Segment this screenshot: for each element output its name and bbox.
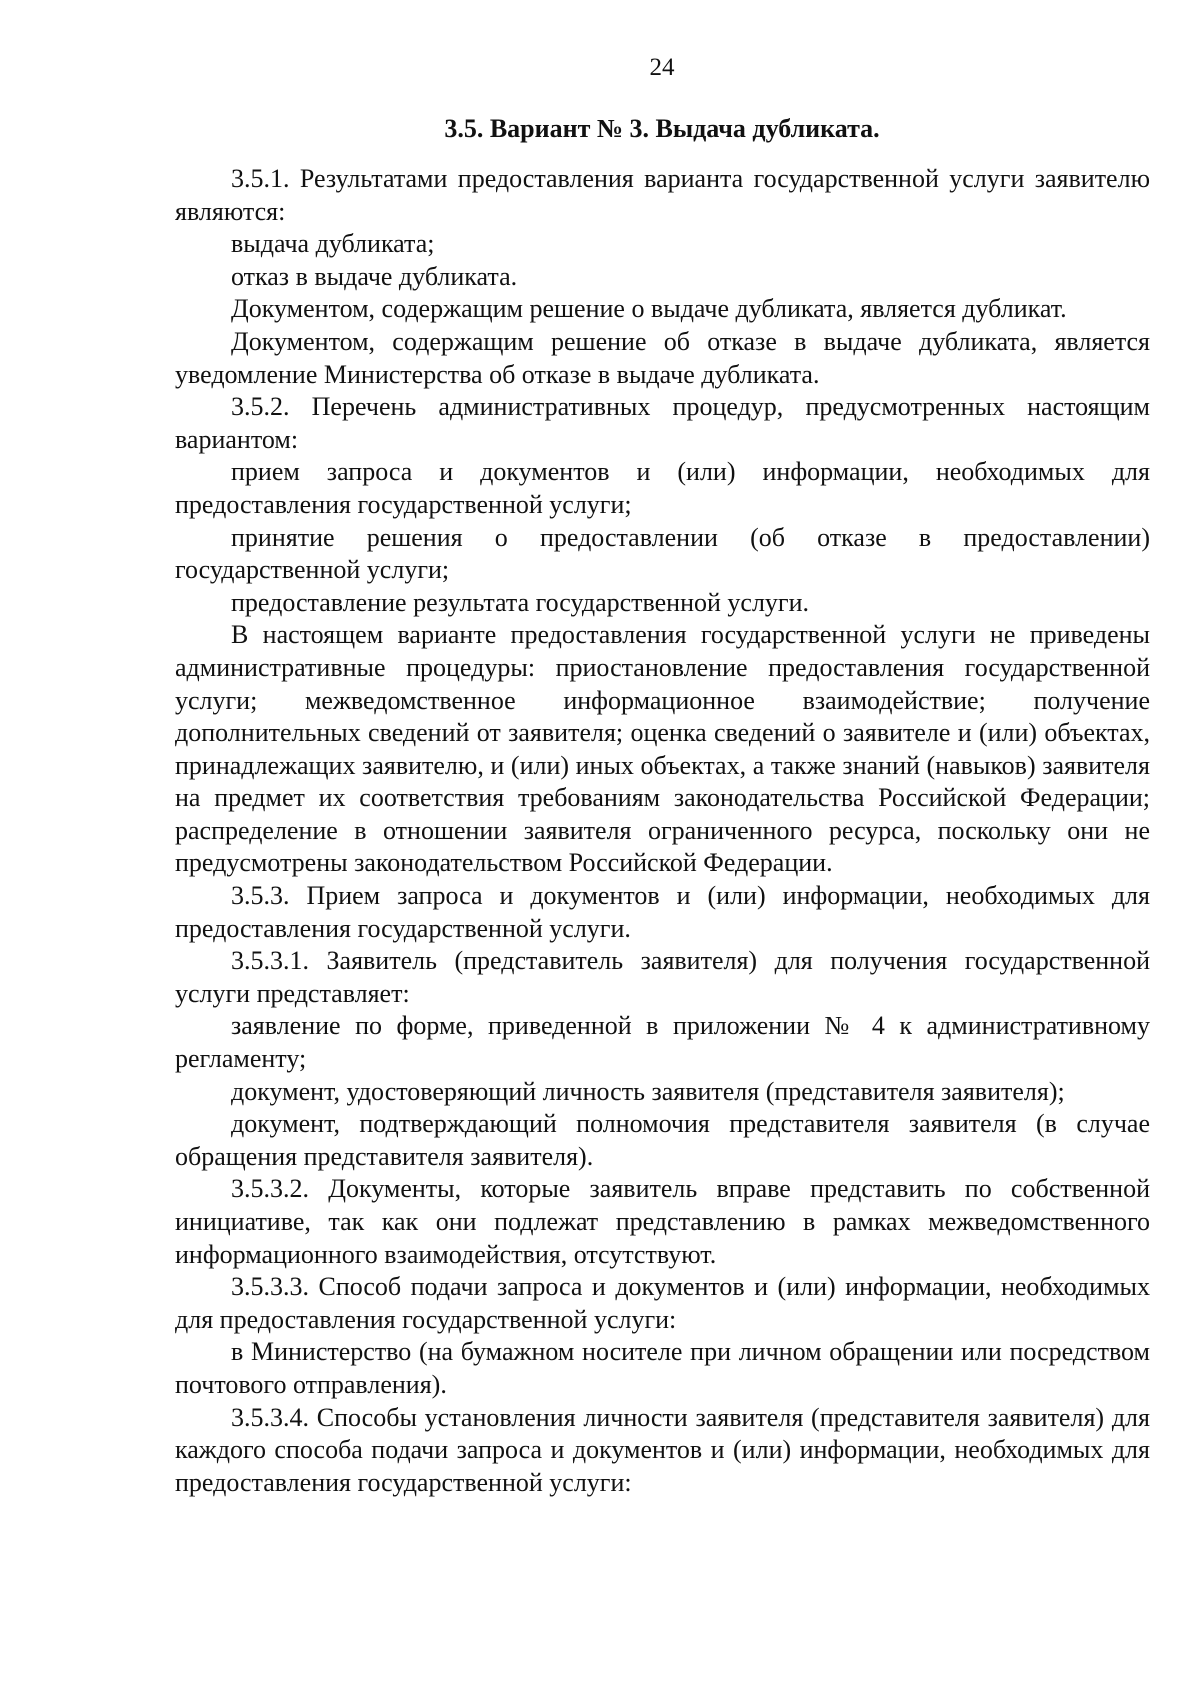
list-item-identity-document: документ, удостоверяющий личность заявителя (представителя заявителя); (231, 1076, 1065, 1106)
paragraph-3-5-3: 3.5.3. Прием запроса и документов и (или) информации, необходимых для предоставления государственной услуги. (175, 881, 1150, 943)
page-number: 24 (649, 54, 675, 81)
list-item-duplicate-refusal: отказ в выдаче дубликата. (231, 261, 518, 291)
paragraph-decision-document: Документом, содержащим решение о выдаче дубликата, является дубликат. (231, 294, 1067, 324)
paragraph-3-5-2: 3.5.2. Перечень административных процедур, предусмотренных настоящим вариантом: (175, 392, 1150, 454)
document-body (175, 163, 1150, 1499)
section-title: 3.5. Вариант № 3. Выдача дубликата. (444, 114, 880, 143)
list-item-duplicate-issue: выдача дубликата; (231, 229, 435, 259)
paragraph-3-5-3-3: 3.5.3.3. Способ подачи запроса и документов и (или) информации, необходимых для предоставления государственной услуги: (175, 1272, 1150, 1334)
paragraph-refusal-document: Документом, содержащим решение об отказе в выдаче дубликата, является уведомление Министерства об отказе в выдаче дубликата. (175, 326, 1150, 389)
list-item-application: заявление по форме, приведенной в приложении № 4 к административному регламенту; (175, 1011, 1150, 1074)
paragraph-3-5-1: 3.5.1. Результатами предоставления варианта государственной услуги заявителю являются: (175, 164, 1150, 226)
list-item-request-reception: прием запроса и документов и (или) информации, необходимых для предоставления государственной услуги; (175, 457, 1150, 519)
paragraph-3-5-3-2: 3.5.3.2. Документы, которые заявитель вправе представить по собственной инициативе, так как они подлежат представлению в рамках межведомственного информационного взаимодействия, отсутствуют. (175, 1174, 1150, 1269)
list-item-result-provision: предоставление результата государственной услуги. (231, 587, 810, 617)
list-item-decision-making: принятие решения о предоставлении (об отказе в предоставлении) государственной услуги; (175, 522, 1150, 585)
list-item-ministry-submission: в Министерство (на бумажном носителе при личном обращении или посредством почтового отправления). (175, 1337, 1150, 1399)
list-item-authority-document: документ, подтверждающий полномочия представителя заявителя (в случае обращения представителя заявителя). (175, 1109, 1150, 1171)
paragraph-3-5-3-1: 3.5.3.1. Заявитель (представитель заявителя) для получения государственной услуги представляет: (175, 946, 1150, 1008)
paragraph-excluded-procedures: В настоящем варианте предоставления государственной услуги не приведены административные процедуры: приостановление предоставления государственной услуги; межведомственное информационное взаимодействие; получение дополнительных сведений от заявителя; оценка сведений о заявителе и (или) объектах, принадлежащих заявителю, и (или) иных объектах, а также знаний (навыков) заявителя на предмет их соответствия требованиям законодательства Российской Федерации; распределение в отношении заявителя ограниченного ресурса, поскольку они не предусмотрены законодательством Российской Федерации. (175, 620, 1150, 878)
paragraph-3-5-3-4: 3.5.3.4. Способы установления личности заявителя (представителя заявителя) для каждого способа подачи запроса и документов и (или) информации, необходимых для предоставления государственной услуги: (175, 1402, 1150, 1497)
